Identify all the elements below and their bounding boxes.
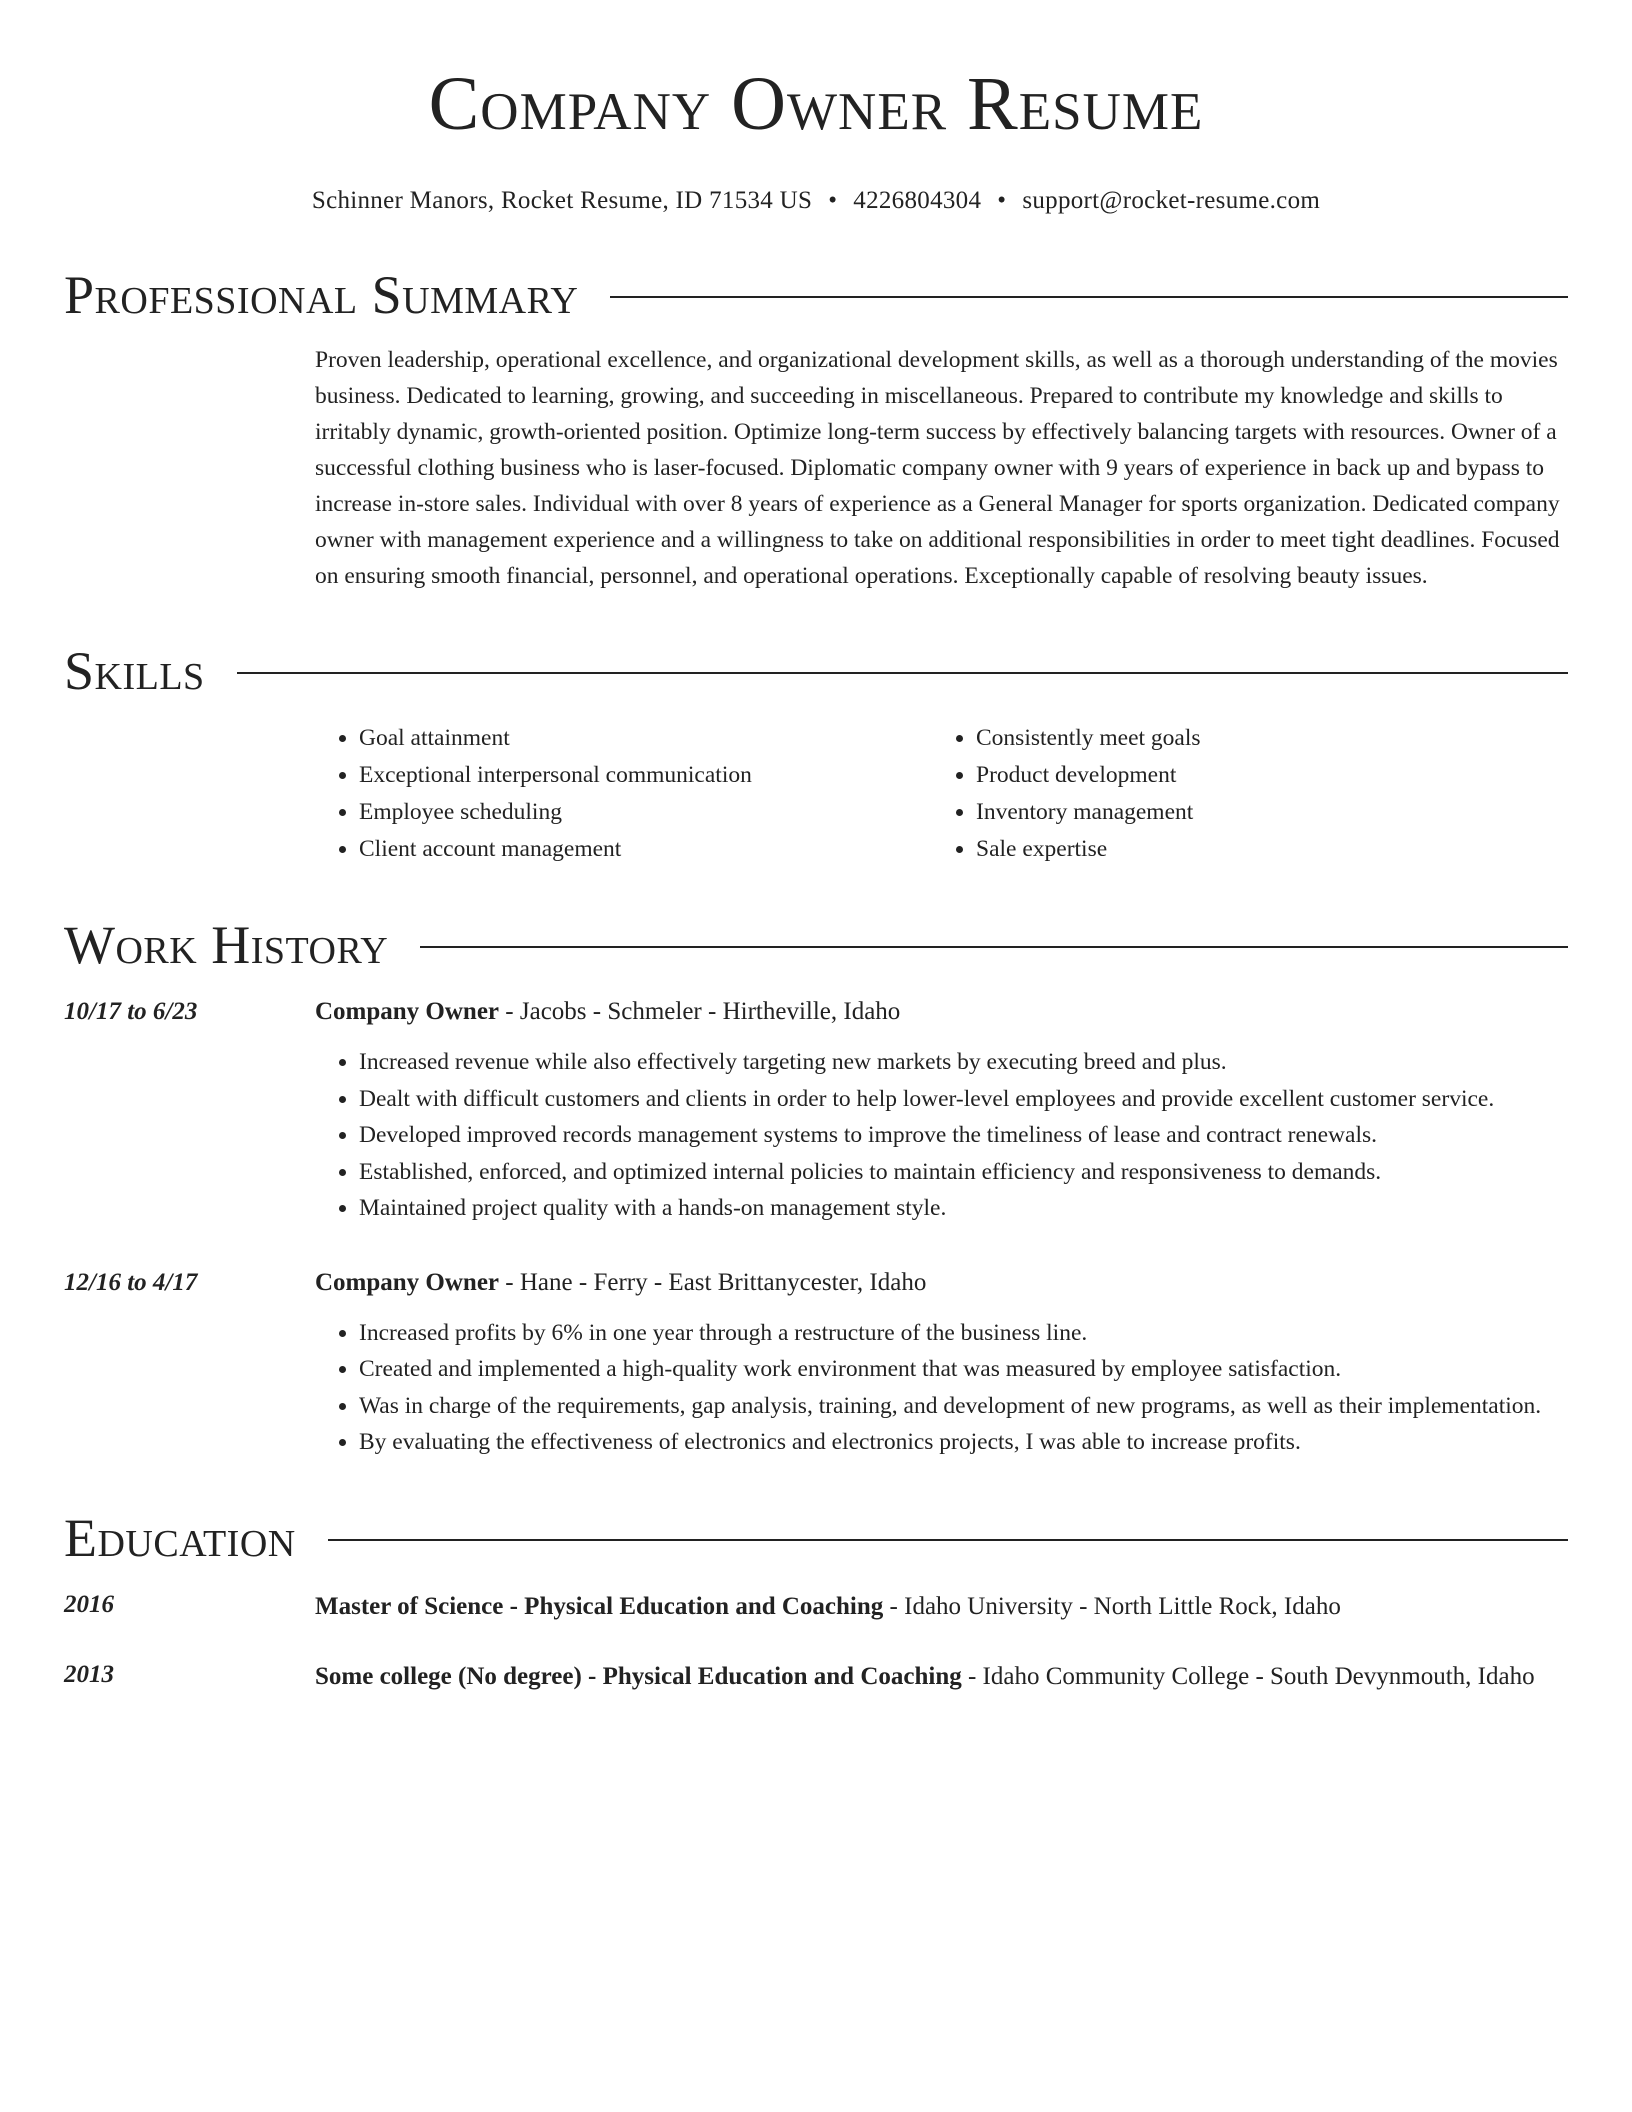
skill-item: • Client account management xyxy=(359,831,932,868)
education-entry xyxy=(64,1657,1568,1697)
skills-section-title: Skills xyxy=(64,641,205,701)
work-bullet: • Dealt with difficult customers and clients in order to help lower-level employees and provide excellent customer service. xyxy=(359,1081,1568,1118)
education-degree: Some college (No degree) - Physical Education and Coaching xyxy=(315,1662,962,1690)
work-bullet: • By evaluating the effectiveness of electronics and electronics projects, I was able to increase profits. xyxy=(359,1424,1568,1461)
skill-item: • Inventory management xyxy=(976,794,1568,831)
summary-section-header xyxy=(64,262,1568,328)
work-entry xyxy=(64,1265,1568,1461)
education-entry-body xyxy=(315,1657,1568,1697)
skill-item: • Goal attainment xyxy=(359,720,932,757)
work-bullet: • Developed improved records management systems to improve the timeliness of lease and contract renewals. xyxy=(359,1117,1568,1154)
education-section-header xyxy=(64,1505,1568,1571)
work-employer: - Hane - Ferry - East Brittanycester, Idaho xyxy=(499,1268,927,1296)
work-bullet: • Increased profits by 6% in one year through a restructure of the business line. xyxy=(359,1315,1568,1352)
work-entry-body xyxy=(315,1265,1568,1461)
education-year: 2016 xyxy=(64,1590,114,1618)
education-degree: Master of Science - Physical Education and Coaching xyxy=(315,1592,884,1620)
summary-section-title: Professional Summary xyxy=(64,265,579,325)
education-entry xyxy=(64,1587,1568,1627)
skills-column-left xyxy=(315,720,932,868)
contact-line xyxy=(64,184,1568,218)
work-title-line xyxy=(315,994,1568,1030)
skill-item: • Consistently meet goals xyxy=(976,720,1568,757)
education-section-title: Education xyxy=(64,1507,296,1568)
contact-separator: • xyxy=(828,187,838,214)
work-bullets xyxy=(315,1044,1568,1227)
work-bullet: • Established, enforced, and optimized internal policies to maintain efficiency and responsiveness to demands. xyxy=(359,1154,1568,1191)
section-divider xyxy=(610,296,1568,298)
work-bullet: • Was in charge of the requirements, gap analysis, training, and development of new programs, as well as their implementation. xyxy=(359,1388,1568,1425)
summary-text: Proven leadership, operational excellence, and organizational development skills, as well as a thorough understanding of the movies business. Dedicated to learning, growing, and succeeding in miscellaneous. Prepared to contribute my knowledge and skills to irritably dynamic, growth-oriented position. Optimize long-term success by effectively balancing targets with resources. Owner of a successful clothing business who is laser-focused. Diplomatic company owner with 9 years of experience in back up and bypass to increase in-store sales. Individual with over 8 years of experience as a General Manager for sports organization. Dedicated company owner with management experience and a willingness to take on additional responsibilities in order to meet tight deadlines. Focused on ensuring smooth financial, personnel, and operational operations. Exceptionally capable of resolving beauty issues. xyxy=(315,347,1560,589)
skills-section-header xyxy=(64,638,1568,704)
skill-item: • Product development xyxy=(976,757,1568,794)
skill-item: • Exceptional interpersonal communication xyxy=(359,757,932,794)
education-entry-body xyxy=(315,1587,1568,1627)
section-divider xyxy=(328,1539,1568,1541)
resume-title: Company Owner Resume xyxy=(428,62,1204,146)
section-divider xyxy=(420,946,1568,948)
work-dates: 10/17 to 6/23 xyxy=(64,998,198,1025)
work-bullets xyxy=(315,1315,1568,1461)
contact-separator: • xyxy=(997,187,1007,214)
education-school: - Idaho Community College - South Devynmouth, Idaho xyxy=(961,1662,1535,1690)
work-entry xyxy=(64,994,1568,1227)
skills-column-right xyxy=(932,720,1568,868)
education-school: - Idaho University - North Little Rock, Idaho xyxy=(883,1592,1341,1620)
skill-item: • Sale expertise xyxy=(976,831,1568,868)
work-role: Company Owner xyxy=(315,1268,500,1296)
skills-list xyxy=(315,720,1568,868)
work-employer: - Jacobs - Schmeler - Hirtheville, Idaho xyxy=(499,998,901,1025)
contact-phone: 4226804304 xyxy=(853,187,982,214)
work-bullet: • Maintained project quality with a hands-on management style. xyxy=(359,1190,1568,1227)
skill-item: • Employee scheduling xyxy=(359,794,932,831)
work-title-line xyxy=(315,1265,1568,1301)
work-section-title: Work History xyxy=(64,915,389,975)
contact-address: Schinner Manors, Rocket Resume, ID 71534 US xyxy=(311,187,813,214)
work-bullet: • Created and implemented a high-quality work environment that was measured by employee satisfaction. xyxy=(359,1351,1568,1388)
work-section-header xyxy=(64,912,1568,978)
contact-email: support@rocket-resume.com xyxy=(1022,187,1321,214)
work-entry-body xyxy=(315,994,1568,1227)
work-role: Company Owner xyxy=(315,998,500,1025)
education-year: 2013 xyxy=(64,1660,114,1688)
work-dates: 12/16 to 4/17 xyxy=(64,1268,198,1296)
section-divider xyxy=(237,672,1568,674)
work-bullet: • Increased revenue while also effectively targeting new markets by executing breed and plus. xyxy=(359,1044,1568,1081)
